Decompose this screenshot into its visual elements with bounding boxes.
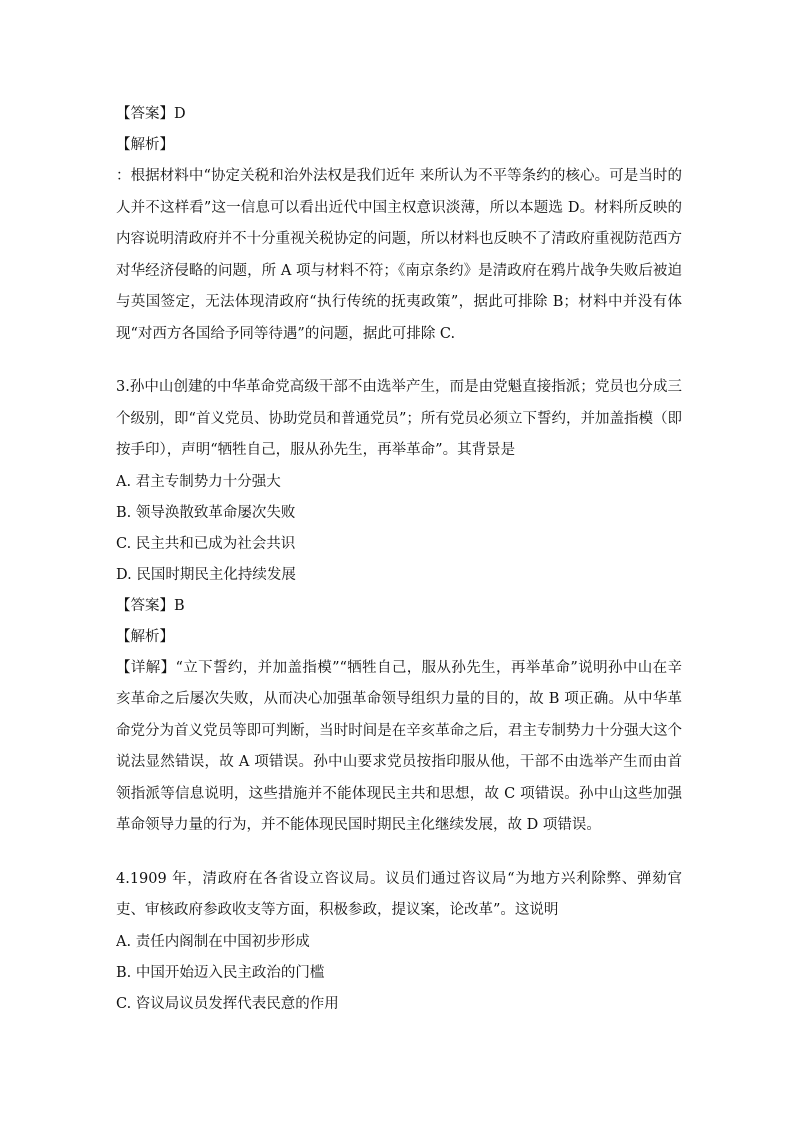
question-2-solution (116, 99, 682, 350)
answer-label: 【答案】D (116, 106, 186, 122)
question-3 (116, 372, 682, 842)
question-stem: 4.1909 年，清政府在各省设立咨议局。议员们通过咨议局“为地方兴利除弊、弹劾官吏、审核政府参政收支等方面，积极参政，提议案，论改革”。这说明 (116, 870, 682, 918)
option-d: D. 民国时期民主化持续发展 (116, 566, 296, 583)
analysis-text: 【详解】“立下誓约，并加盖指模”“牺牲自己，服从孙先生，再举革命”说明孙中山在辛亥革命之后屡次失败，从而决心加强革命领导组织力量的目的，故 B 项正确。从中华革命党分为首义党员等即可判断，当时时间是在辛亥革命之后，君主专制势力十分强大这个说法显然错误，故 A 项错误。孙中山要求党员按指印服从他，干部不由选举产生而由首领指派等信息说明，这些措施并不能体现民主共和思想，故 C 项错误。孙中山这些加强革命领导力量的行为，并不能体现民国时期民主化继续发展，故 D 项错误。 (116, 659, 682, 833)
option-c: C. 咨议局议员发挥代表民意的作用 (116, 995, 339, 1012)
option-a: A. 责任内阁制在中国初步形成 (116, 933, 310, 950)
option-b: B. 领导涣散致革命屡次失败 (116, 504, 296, 521)
spacer (116, 350, 682, 372)
option-c: C. 民主共和已成为社会共识 (116, 535, 296, 552)
option-a: A. 君主专制势力十分强大 (116, 473, 281, 490)
analysis-text: ：根据材料中“协定关税和治外法权是我们近年 来所认为不平等条约的核心。可是当时的人并不这样看”这一信息可以看出近代中国主权意识淡薄，所以本题选 D。材料所反映的内容说明清政府并不十分重视关税协定的问题，所以材料也反映不了清政府重视防范西方对华经济侵略的问题，所 A 项与材料不符；《南京条约》是清政府在鸦片战争失败后被迫与英国签定，无法体现清政府“执行传统的抚夷政策”，据此可排除 B；材料中并没有体现“对西方各国给予同等待遇”的问题，据此可排除 C. (116, 168, 682, 342)
analysis-heading: 【解析】 (116, 137, 174, 153)
question-4 (116, 864, 682, 1020)
spacer (116, 842, 682, 864)
document-page (116, 99, 682, 1020)
answer-label: 【答案】B (116, 597, 185, 614)
question-stem: 3.孙中山创建的中华革命党高级干部不由选举产生，而是由党魁直接指派；党员也分成三个级别，即“首义党员、协助党员和普通党员”；所有党员必须立下誓约，并加盖指模（即按手印），声明“牺牲自己，服从孙先生，再举革命”。其背景是 (116, 379, 682, 458)
analysis-heading: 【解析】 (116, 628, 174, 645)
option-b: B. 中国开始迈入民主政治的门槛 (116, 964, 325, 981)
